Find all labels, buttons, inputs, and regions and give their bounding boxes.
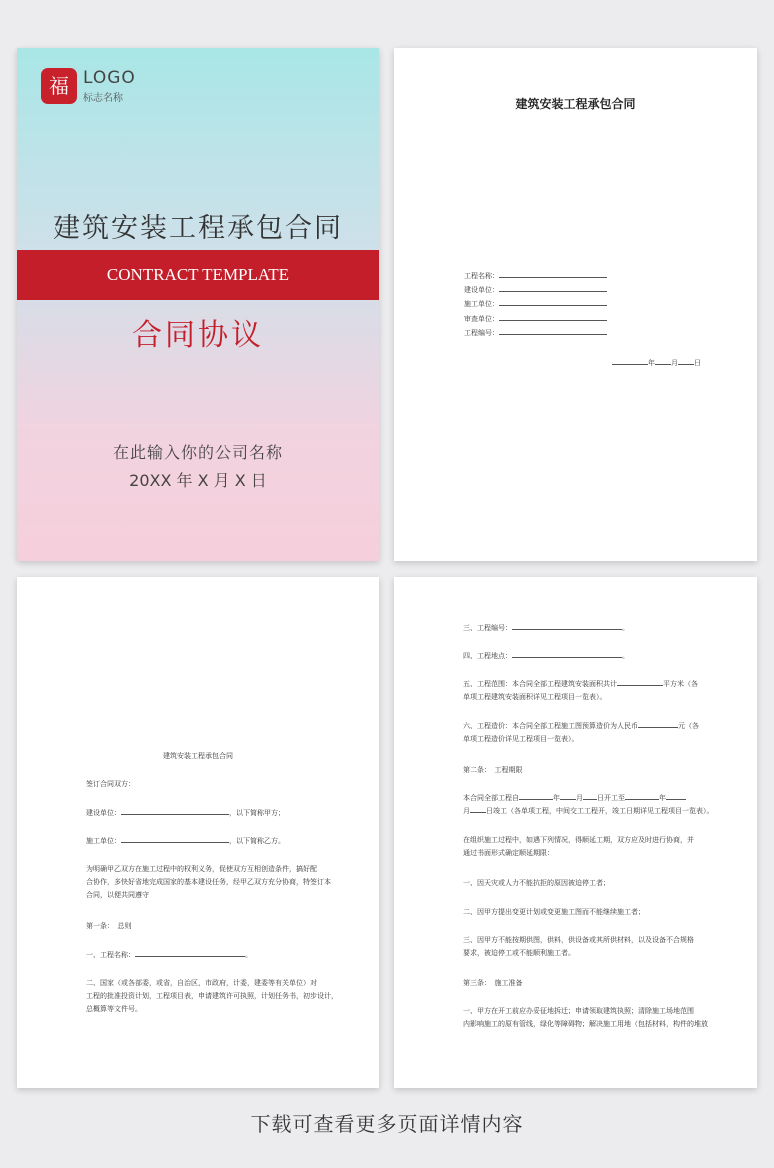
paragraph: 施工单位： ，以下简称乙方。: [86, 837, 285, 845]
article-heading: 第二条： 工程期限: [463, 766, 523, 774]
cover-page: [17, 48, 379, 561]
footer-caption: 下载可查看更多页面详情内容: [250, 1112, 524, 1136]
paragraph: 二、国家（或各部委，或省，自治区，市政府，计委，建委等有关单位）对 工程的批准投资计划，工程项目表，申请建筑许可执照，计划任务书，初步设计， 总概算等文件号。: [86, 979, 338, 1013]
paragraph: 六、工程造价：本合同全部工程施工图预算造价为人民币 元（各 单项工程造价详见工程项目一览表）。: [463, 722, 699, 743]
field-label: 建设单位：: [464, 286, 499, 294]
paragraph: 为明确甲乙双方在施工过程中的权利义务，促使双方互相创造条件，搞好配 合协作，多快好省地完成国家的基本建设任务，经甲乙双方充分协商，特签订本 合同，以便共同遵守: [86, 865, 331, 899]
paragraph: 本合同全部工程自 年 月 日开工至 年 月 日竣工（各单项工程，中间交工工程开，竣工日期详见工程项目一览表）。: [463, 794, 714, 815]
contract-page-2: [394, 577, 757, 1088]
field-line: [499, 327, 607, 335]
cover-band: CONTRACT TEMPLATE: [17, 250, 379, 300]
field-row: [464, 313, 607, 324]
page-title: 建筑安装工程承包合同: [515, 97, 636, 111]
cover-date: 20XX 年 X 月 X 日: [129, 471, 267, 490]
cover-subtitle: 合同协议: [132, 318, 264, 353]
date-line: 年 月 日: [612, 357, 701, 368]
field-label: 工程名称：: [464, 272, 499, 280]
field-line: [499, 298, 607, 306]
paragraph: 在组织施工过程中，如遇下列情况，得顺延工期，双方应及时进行协商，并 通过书面形式确定顺延期限：: [463, 836, 694, 857]
paragraph: 四、工程地点： 。: [463, 652, 629, 660]
paragraph: 签订合同双方：: [86, 780, 135, 788]
field-row: [464, 270, 607, 281]
field-row: [464, 284, 607, 295]
field-label: 审查单位：: [464, 315, 499, 323]
company-name: 在此输入你的公司名称: [112, 443, 283, 462]
cover-title: 建筑安装工程承包合同: [53, 213, 343, 244]
field-line: [499, 313, 607, 321]
paragraph: 三、工程编号： 。: [463, 624, 629, 632]
paragraph: 三、因甲方不能按期供图，供料，供设备或其所供材料，以及设备不合规格 要求，被迫停工或不能顺利施工者。: [463, 936, 694, 957]
paragraph: 建设单位： ，以下简称甲方；: [86, 809, 285, 817]
paragraph: 五、工程范围：本合同全部工程建筑安装面积共计 平方米（各 单项工程建筑安装面积详见工程项目一览表）。: [463, 680, 698, 701]
paragraph: 一、工程名称： 。: [86, 951, 252, 959]
field-label: 工程编号：: [464, 329, 499, 337]
logo-subtitle: 标志名称: [83, 93, 123, 104]
paragraph: 二、因甲方提出变更计划或变更施工图而不能继续施工者；: [463, 908, 645, 916]
logo-text: LOGO: [83, 68, 136, 88]
paragraph: 一、因天灾或人力不能抗拒的原因被迫停工者；: [463, 879, 610, 887]
field-row: [464, 327, 607, 338]
logo-icon: 福: [41, 68, 77, 104]
info-page: [394, 48, 757, 561]
paragraph: 一、甲方在开工前应办妥征地拆迁；申请领取建筑执照；清除施工场地范围 内影响施工的原有管线，绿化等障碍物；解决施工用地（包括材料，构件的堆放: [463, 1007, 708, 1028]
article-heading: 第三条： 施工准备: [463, 979, 523, 987]
contract-page-1: [17, 577, 379, 1088]
page-title: 建筑安装工程承包合同: [163, 752, 233, 760]
field-label: 施工单位：: [464, 300, 499, 308]
field-row: [464, 298, 607, 309]
field-line: [499, 270, 607, 278]
article-heading: 第一条： 总则: [86, 922, 132, 930]
field-line: [499, 284, 607, 292]
